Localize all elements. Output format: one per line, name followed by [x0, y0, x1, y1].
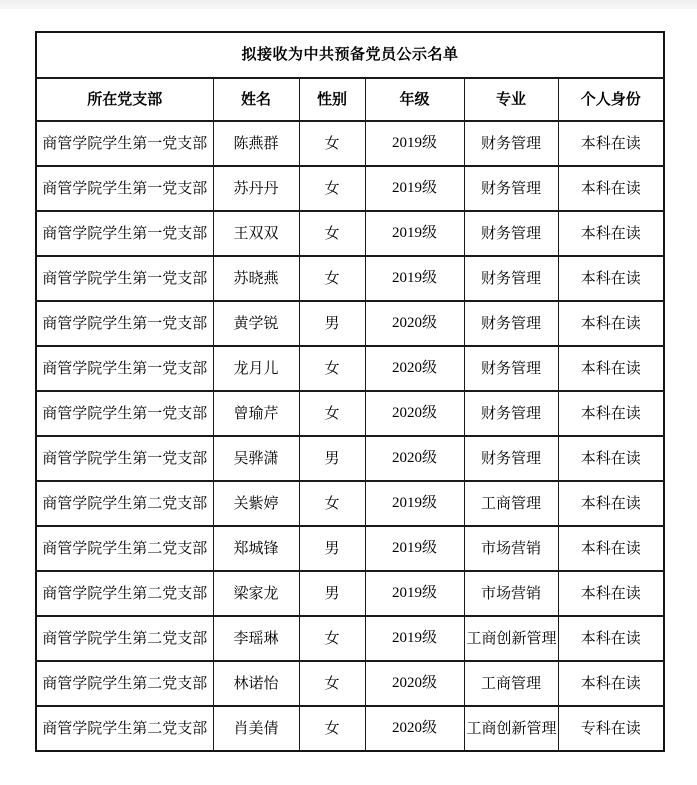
table-cell: 工商管理 — [464, 661, 558, 706]
grade-number: 2019 — [391, 270, 422, 287]
table-row — [36, 211, 664, 256]
table-row — [36, 706, 664, 751]
grade-number: 2020 — [391, 450, 422, 467]
table-cell: 市场营销 — [464, 526, 558, 571]
table-cell: 林诺怡 — [213, 661, 299, 706]
table-cell: 2019级 — [365, 256, 464, 301]
table-cell: 商管学院学生第一党支部 — [36, 391, 213, 436]
table-cell: 女 — [299, 661, 365, 706]
column-header-0: 所在党支部 — [36, 78, 213, 121]
table-cell: 女 — [299, 211, 365, 256]
table-cell: 商管学院学生第二党支部 — [36, 616, 213, 661]
table-cell: 苏晓燕 — [213, 256, 299, 301]
table-title-row — [36, 32, 664, 78]
grade-number: 2020 — [391, 675, 422, 692]
table-cell: 女 — [299, 391, 365, 436]
table-cell: 本科在读 — [558, 661, 664, 706]
table-cell: 女 — [299, 256, 365, 301]
grade-number: 2019 — [391, 585, 422, 602]
grade-number: 2020 — [391, 360, 422, 377]
table-row — [36, 256, 664, 301]
table-cell: 女 — [299, 616, 365, 661]
table-cell: 肖美倩 — [213, 706, 299, 751]
table-cell: 男 — [299, 571, 365, 616]
grade-number: 2019 — [391, 540, 422, 557]
table-cell: 财务管理 — [464, 436, 558, 481]
table-cell: 男 — [299, 301, 365, 346]
page-top-edge — [0, 0, 697, 9]
table-row — [36, 166, 664, 211]
table-cell: 专科在读 — [558, 706, 664, 751]
table-cell: 商管学院学生第一党支部 — [36, 256, 213, 301]
table-row — [36, 571, 664, 616]
table-cell: 工商管理 — [464, 481, 558, 526]
table-row — [36, 391, 664, 436]
grade-number: 2020 — [391, 405, 422, 422]
table-cell: 女 — [299, 481, 365, 526]
announcement-table — [35, 31, 665, 752]
table-row — [36, 481, 664, 526]
table-cell: 财务管理 — [464, 211, 558, 256]
column-header-5: 个人身份 — [558, 78, 664, 121]
grade-number: 2020 — [391, 720, 422, 737]
table-cell: 本科在读 — [558, 616, 664, 661]
table-cell: 本科在读 — [558, 391, 664, 436]
column-header-4: 专业 — [464, 78, 558, 121]
table-cell: 市场营销 — [464, 571, 558, 616]
table-cell: 本科在读 — [558, 166, 664, 211]
table-cell: 商管学院学生第二党支部 — [36, 706, 213, 751]
table-cell: 男 — [299, 526, 365, 571]
table-cell: 郑城锋 — [213, 526, 299, 571]
table-cell: 财务管理 — [464, 346, 558, 391]
table-cell: 财务管理 — [464, 166, 558, 211]
table-cell: 女 — [299, 706, 365, 751]
table-cell: 工商创新管理 — [464, 616, 558, 661]
table-cell: 商管学院学生第一党支部 — [36, 436, 213, 481]
grade-number: 2019 — [391, 135, 422, 152]
table-cell: 2020级 — [365, 346, 464, 391]
table-cell: 李瑶琳 — [213, 616, 299, 661]
table-cell: 本科在读 — [558, 481, 664, 526]
table-cell: 梁家龙 — [213, 571, 299, 616]
grade-number: 2020 — [391, 315, 422, 332]
table-cell: 女 — [299, 121, 365, 166]
table-cell: 2019级 — [365, 526, 464, 571]
column-header-2: 性别 — [299, 78, 365, 121]
table-cell: 黄学锐 — [213, 301, 299, 346]
table-row — [36, 121, 664, 166]
table-cell: 苏丹丹 — [213, 166, 299, 211]
table-cell: 本科在读 — [558, 346, 664, 391]
table-cell: 财务管理 — [464, 391, 558, 436]
table-header-row — [36, 78, 664, 121]
table-cell: 2020级 — [365, 301, 464, 346]
table-cell: 男 — [299, 436, 365, 481]
table-row — [36, 526, 664, 571]
table-cell: 商管学院学生第二党支部 — [36, 661, 213, 706]
column-header-3: 年级 — [365, 78, 464, 121]
table-cell: 女 — [299, 346, 365, 391]
grade-number: 2019 — [391, 225, 422, 242]
table-cell: 本科在读 — [558, 211, 664, 256]
table-row — [36, 616, 664, 661]
table-cell: 龙月儿 — [213, 346, 299, 391]
table-cell: 财务管理 — [464, 256, 558, 301]
table-cell: 商管学院学生第二党支部 — [36, 571, 213, 616]
table-cell: 关紫婷 — [213, 481, 299, 526]
table-cell: 2019级 — [365, 481, 464, 526]
table-cell: 商管学院学生第二党支部 — [36, 481, 213, 526]
table-cell: 陈燕群 — [213, 121, 299, 166]
table-row — [36, 301, 664, 346]
table-cell: 工商创新管理 — [464, 706, 558, 751]
table-cell: 财务管理 — [464, 121, 558, 166]
table-cell: 本科在读 — [558, 121, 664, 166]
table-cell: 2020级 — [365, 436, 464, 481]
table-cell: 2020级 — [365, 391, 464, 436]
table-cell: 商管学院学生第一党支部 — [36, 121, 213, 166]
table-cell: 2019级 — [365, 571, 464, 616]
table-cell: 本科在读 — [558, 256, 664, 301]
grade-number: 2019 — [391, 495, 422, 512]
grade-number: 2019 — [391, 630, 422, 647]
table-cell: 曾瑜芹 — [213, 391, 299, 436]
table-row — [36, 436, 664, 481]
table-cell: 2019级 — [365, 121, 464, 166]
column-header-1: 姓名 — [213, 78, 299, 121]
table-cell: 商管学院学生第一党支部 — [36, 346, 213, 391]
table-row — [36, 346, 664, 391]
table-cell: 2019级 — [365, 211, 464, 256]
table-cell: 本科在读 — [558, 571, 664, 616]
grade-number: 2019 — [391, 180, 422, 197]
table-cell: 财务管理 — [464, 301, 558, 346]
table-cell: 2019级 — [365, 616, 464, 661]
table-cell: 吴骅潇 — [213, 436, 299, 481]
table-cell: 2020级 — [365, 706, 464, 751]
table-cell: 本科在读 — [558, 301, 664, 346]
table-cell: 2020级 — [365, 661, 464, 706]
table-row — [36, 661, 664, 706]
table-cell: 女 — [299, 166, 365, 211]
table-title: 拟接收为中共预备党员公示名单 — [36, 32, 664, 78]
table-cell: 王双双 — [213, 211, 299, 256]
table-cell: 2019级 — [365, 166, 464, 211]
table-cell: 商管学院学生第二党支部 — [36, 526, 213, 571]
table-cell: 本科在读 — [558, 436, 664, 481]
table-cell: 商管学院学生第一党支部 — [36, 166, 213, 211]
table-cell: 本科在读 — [558, 526, 664, 571]
table-cell: 商管学院学生第一党支部 — [36, 211, 213, 256]
table-cell: 商管学院学生第一党支部 — [36, 301, 213, 346]
